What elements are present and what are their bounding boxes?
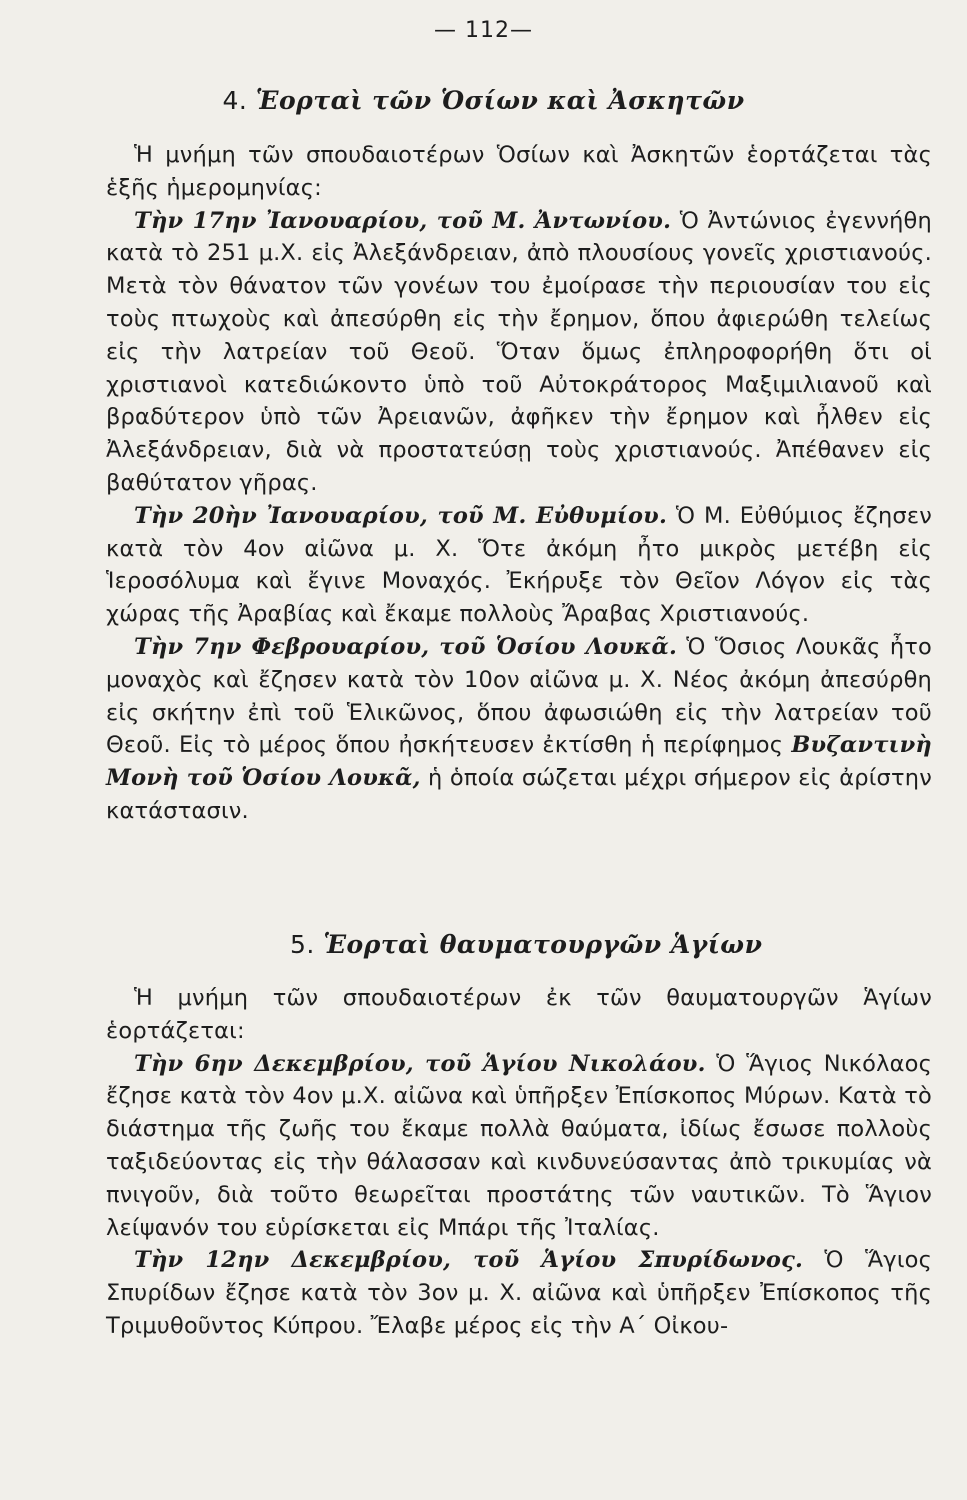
section-5-title: Ἑορταὶ θαυματουργῶν Ἁγίων (323, 930, 763, 959)
entry-antonios (106, 205, 932, 500)
feast-date-antonios: Τὴν 17ην Ἰανουαρίου, τοῦ Μ. Ἀντωνίου. (134, 207, 672, 234)
section-5-number: 5. (290, 930, 315, 959)
entry-spyridon (106, 1244, 932, 1342)
section-4-number: 4. (222, 86, 248, 115)
feast-date-nikolaos: Τὴν 6ην Δεκεμβρίου, τοῦ Ἁγίου Νικολάου. (134, 1050, 706, 1077)
entry-nikolaos (106, 1048, 932, 1245)
section-5-heading (290, 930, 890, 959)
section-4-intro: Ἡ μνήμη τῶν σπουδαιοτέρων Ὁσίων καὶ Ἀσκητῶν ἑορτάζεται τὰς ἑξῆς ἡμερομηνίας: (106, 142, 932, 201)
entry-loukas (106, 631, 932, 828)
entry-spyridon-text: Ὁ Ἅγιος Σπυρίδων ἔζησε κατὰ τὸν 3ον μ. Χ. αἰῶνα καὶ ὑπῆρξεν Ἐπίσκοπος τῆς Τριμυθοῦντος Κύπρου. Ἔλαβε μέρος εἰς τὴν Α΄ Οἰκου- (106, 1247, 932, 1339)
feast-date-efthymios: Τὴν 20ὴν Ἰανουαρίου, τοῦ Μ. Εὐθυμίου. (134, 502, 668, 529)
section-4-title: Ἑορταὶ τῶν Ὁσίων καὶ Ἀσκητῶν (255, 86, 745, 115)
section-5-intro: Ἡ μνήμη τῶν σπουδαιοτέρων ἐκ τῶν θαυματουργῶν Ἁγίων ἑορτάζεται: (106, 985, 932, 1044)
section-4-body (106, 139, 932, 828)
section-5-body (106, 982, 932, 1343)
entry-efthymios-text: Ὁ Μ. Εὐθύμιος ἔζησεν κατὰ τὸν 4ον αἰῶνα μ. Χ. Ὅτε ἀκόμη ἦτο μικρὸς μετέβη εἰς Ἱεροσόλυμα καὶ ἔγινε Μοναχός. Ἐκήρυξε τὸν Θεῖον Λόγον εἰς τὰς χώρας τῆς Ἀραβίας καὶ ἔκαμε πολλοὺς Ἄραβας Χριστιανούς. (106, 502, 933, 628)
entry-antonios-text: Ὁ Ἀντώνιος ἐγεννήθη κατὰ τὸ 251 μ.Χ. εἰς Ἀλεξάνδρειαν, ἀπὸ πλουσίους γονεῖς χριστιανούς. Μετὰ τὸν θάνατον τῶν γονέων του ἐμοίρασε τὴν περιουσίαν του εἰς τοὺς πτωχοὺς καὶ ἀπεσύρθη εἰς τὴν ἔρημον, ὅπου ἀφιερώθη τελείως εἰς τὴν λατρείαν τοῦ Θεοῦ. Ὅταν ὅμως ἐπληροφορήθη ὅτι οἱ χριστιανοὶ κατεδιώκοντο ὑπὸ τοῦ Αὐτοκράτορος Μαξιμιλιανοῦ καὶ βραδύτερον ὑπὸ τῶν Ἀρειανῶν, ἀφῆκεν τὴν ἔρημον καὶ ἦλθεν εἰς Ἀλεξάνδρειαν, διὰ νὰ προστατεύσῃ τοὺς χριστιανούς. Ἀπέθανεν εἰς βαθύτατον γῆρας. (106, 207, 932, 496)
feast-date-spyridon: Τὴν 12ην Δεκεμβρίου, τοῦ Ἁγίου Σπυρίδωνος. (134, 1247, 804, 1274)
entry-loukas-text-end: ἡ ὁποία σώζεται μέχρι σήμερον εἰς ἀρίστην κατάστασιν. (106, 765, 932, 824)
section-4-heading (0, 86, 967, 115)
entry-nikolaos-text: Ὁ Ἅγιος Νικόλαος ἔζησε κατὰ τὸν 4ον μ.Χ. αἰῶνα καὶ ὑπῆρξεν Ἐπίσκοπος Μύρων. Κατὰ τὸ διάστημα τῆς ζωῆς του ἔκαμε πολλὰ θαύματα, ἰδίως ἔσωσε πολλοὺς ταξιδεύοντας εἰς τὴν θάλασσαν καὶ κινδυνεύσαντας ἀπὸ τρικυμίας νὰ πνιγοῦν, διὰ τοῦτο θεωρεῖται προστάτης τῶν ναυτικῶν. Τὸ Ἅγιον λείψανόν του εὑρίσκεται εἰς Μπάρι τῆς Ἰταλίας. (106, 1050, 932, 1241)
entry-loukas-text: Ὁ Ὅσιος Λουκᾶς ἦτο μοναχὸς καὶ ἔζησεν κατὰ τὸν 10ον αἰῶνα μ. Χ. Νέος ἀκόμη ἀπεσύρθη εἰς σκήτην ἐπὶ τοῦ Ἑλικῶνος, ὅπου ἀφωσιώθη εἰς τὴν λατρείαν τοῦ Θεοῦ. Εἰς τὸ μέρος ὅπου ἠσκήτευσεν ἐκτίσθη ἡ περίφημος (106, 633, 932, 759)
monastery-name: Βυζαντινὴ Μονὴ τοῦ Ὁσίου Λουκᾶ, (106, 732, 932, 792)
feast-date-loukas: Τὴν 7ην Φεβρουαρίου, τοῦ Ὁσίου Λουκᾶ. (134, 633, 678, 660)
entry-efthymios (106, 500, 932, 631)
page-number: — 112— (434, 18, 533, 43)
